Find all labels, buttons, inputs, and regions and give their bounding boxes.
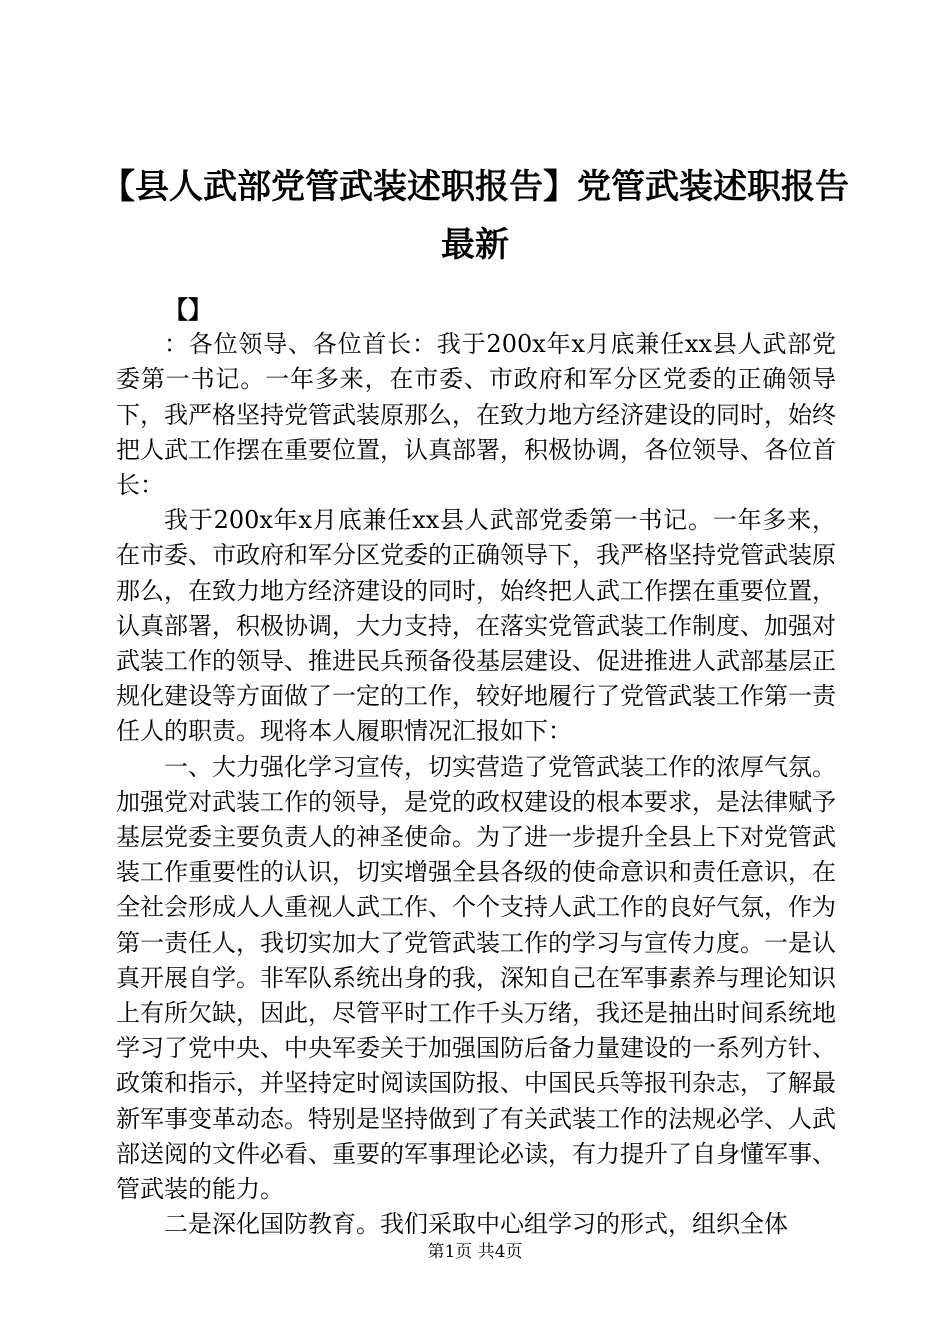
paragraph-4: 二是深化国防教育。我们采取中心组学习的形式，组织全体 [164, 1210, 788, 1239]
bracket-line: 【】 [164, 295, 212, 324]
document-body [116, 292, 836, 1242]
paragraph-2: 我于200x年x月底兼任xx县人武部党委第一书记。一年多来，在市委、市政府和军分区党委的正确领导下，我严格坚持党管武装原那么，在致力地方经济建设的同时，始终把人武工作摆在重要位置，认真部署，积极协调，大力支持，在落实党管武装工作制度、加强对武装工作的领导、推进民兵预备役基层建设、促进推进人武部基层正规化建设等方面做了一定的工作，较好地履行了党管武装工作第一责任人的职责。现将本人履职情况汇报如下： [116, 506, 836, 746]
page-footer: 第1页 共4页 [427, 1242, 523, 1262]
paragraph-3: 一、大力强化学习宣传，切实营造了党管武装工作的浓厚气氛。加强党对武装工作的领导，是党的政权建设的根本要求，是法律赋予基层党委主要负责人的神圣使命。为了进一步提升全县上下对党管武装工作重要性的认识，切实增强全县各级的使命意识和责任意识，在全社会形成人人重视人武工作、个个支持人武工作的良好气氛，作为第一责任人，我切实加大了党管武装工作的学习与宣传力度。一是认真开展自学。非军队系统出身的我，深知自己在军事素养与理论知识上有所欠缺，因此，尽管平时工作千头万绪，我还是抽出时间系统地学习了党中央、中央军委关于加强国防后备力量建设的一系列方针、政策和指示，并坚持定时阅读国防报、中国民兵等报刊杂志，了解最新军事变革动态。特别是坚持做到了有关武装工作的法规必学、人武部送阅的文件必看、重要的军事理论必读，有力提升了自身懂军事、管武装的能力。 [116, 752, 836, 1204]
paragraph-1: ：各位领导、各位首长：我于200x年x月底兼任xx县人武部党委第一书记。一年多来，在市委、市政府和军分区党委的正确领导下，我严格坚持党管武装原那么，在致力地方经济建设的同时，始终把人武工作摆在重要位置，认真部署，积极协调，各位领导、各位首长： [116, 330, 836, 500]
document-title: 【县人武部党管武装述职报告】党管武装述职报告最新 [101, 167, 849, 265]
